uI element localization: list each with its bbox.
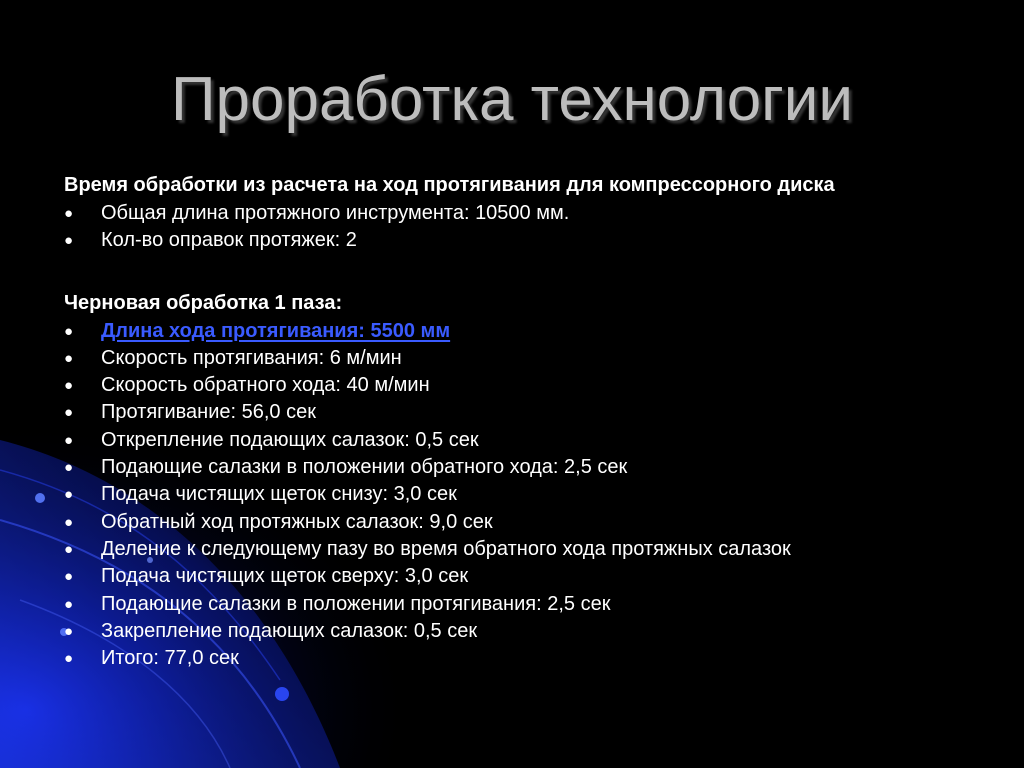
list-item	[64, 481, 964, 508]
list-item	[64, 591, 964, 618]
section2-heading: Черновая обработка 1 паза:	[64, 292, 343, 315]
list-item	[64, 227, 964, 254]
bullet-icon: ●	[64, 513, 74, 531]
bullet-icon: ●	[64, 568, 74, 586]
bullet-icon: ●	[64, 431, 74, 449]
list-item-text: Подача чистящих щеток снизу: 3,0 сек	[101, 483, 457, 506]
list-item	[64, 200, 964, 227]
bullet-icon: ●	[64, 622, 74, 640]
list-item-text: Обратный ход протяжных салазок: 9,0 сек	[101, 510, 493, 533]
bullet-icon: ●	[64, 322, 74, 340]
bullet-icon: ●	[64, 404, 74, 422]
slide-content	[64, 172, 964, 672]
bullet-icon: ●	[64, 231, 74, 249]
bullet-icon: ●	[64, 204, 74, 222]
section-spacer	[64, 254, 964, 290]
bullet-icon: ●	[64, 595, 74, 613]
list-item-text: Закрепление подающих салазок: 0,5 сек	[101, 619, 478, 642]
list-item-highlight	[64, 318, 964, 345]
list-item-text: Итого: 77,0 сек	[101, 647, 239, 670]
list-item	[64, 536, 964, 563]
list-item-text: Открепление подающих салазок: 0,5 сек	[101, 428, 479, 451]
list-item-text: Общая длина протяжного инструмента: 10500 мм.	[101, 201, 570, 224]
list-item-text: Кол-во оправок протяжек: 2	[101, 228, 357, 251]
list-item-text: Скорость обратного хода: 40 м/мин	[101, 374, 430, 397]
list-item	[64, 372, 964, 399]
list-item	[64, 399, 964, 426]
highlighted-item-text: Длина хода протягивания: 5500 мм	[101, 319, 451, 342]
list-item-text: Подача чистящих щеток сверху: 3,0 сек	[101, 565, 469, 588]
list-item	[64, 645, 964, 672]
bullet-icon: ●	[64, 650, 74, 668]
section2-list	[64, 318, 964, 673]
slide-title: Проработка технологии	[170, 65, 854, 134]
list-item	[64, 427, 964, 454]
list-item	[64, 509, 964, 536]
bullet-icon: ●	[64, 459, 74, 477]
bullet-icon: ●	[64, 377, 74, 395]
list-item-text: Протягивание: 56,0 сек	[101, 401, 316, 424]
list-item	[64, 563, 964, 590]
list-item-text: Подающие салазки в положении обратного хода: 2,5 сек	[101, 456, 628, 479]
bullet-icon: ●	[64, 540, 74, 558]
list-item	[64, 345, 964, 372]
section1-list	[64, 200, 964, 255]
list-item	[64, 454, 964, 481]
bullet-icon: ●	[64, 349, 74, 367]
bullet-icon: ●	[64, 486, 74, 504]
list-item-text: Скорость протягивания: 6 м/мин	[101, 346, 402, 369]
list-item-text: Подающие салазки в положении протягивания: 2,5 сек	[101, 592, 611, 615]
list-item	[64, 618, 964, 645]
section1-heading: Время обработки из расчета на ход протягивания для компрессорного диска	[64, 174, 835, 196]
list-item-text: Деление к следующему пазу во время обратного хода протяжных салазок	[101, 537, 791, 560]
